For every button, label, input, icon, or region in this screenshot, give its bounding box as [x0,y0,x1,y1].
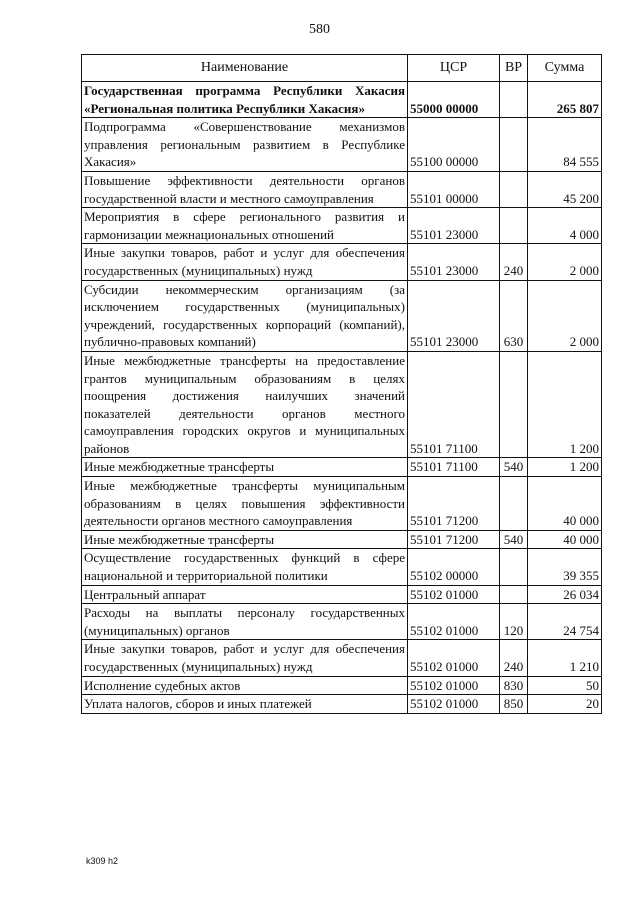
cell-vr [500,477,528,531]
cell-csr: 55102 01000 [408,676,500,695]
cell-name: Иные межбюджетные трансферты [82,530,408,549]
table-row [82,82,602,118]
table-row [82,549,602,585]
cell-sum: 2 000 [528,244,602,280]
cell-sum: 24 754 [528,604,602,640]
cell-csr: 55102 01000 [408,585,500,604]
cell-vr [500,171,528,207]
cell-sum: 20 [528,695,602,714]
table-row [82,118,602,172]
cell-sum: 26 034 [528,585,602,604]
cell-csr: 55101 71100 [408,458,500,477]
table-row [82,640,602,676]
cell-csr: 55101 71200 [408,477,500,531]
table-row [82,604,602,640]
table-row [82,351,602,458]
cell-name: Иные закупки товаров, работ и услуг для обеспечения государственных (муниципальных) нужд [82,244,408,280]
cell-csr: 55000 00000 [408,82,500,118]
budget-table [81,54,602,714]
cell-sum: 39 355 [528,549,602,585]
cell-vr: 630 [500,280,528,351]
cell-name: Повышение эффективности деятельности органов государственной власти и местного самоуправления [82,171,408,207]
cell-vr: 540 [500,458,528,477]
cell-vr [500,549,528,585]
cell-vr [500,118,528,172]
cell-name: Мероприятия в сфере регионального развития и гармонизации межнациональных отношений [82,208,408,244]
cell-name: Иные закупки товаров, работ и услуг для обеспечения государственных (муниципальных) нужд [82,640,408,676]
cell-sum: 84 555 [528,118,602,172]
cell-sum: 265 807 [528,82,602,118]
cell-sum: 40 000 [528,477,602,531]
cell-sum: 45 200 [528,171,602,207]
cell-vr: 240 [500,640,528,676]
cell-csr: 55102 01000 [408,695,500,714]
page-number: 580 [309,22,330,37]
cell-vr [500,208,528,244]
table-row [82,477,602,531]
cell-vr: 240 [500,244,528,280]
cell-name: Иные межбюджетные трансферты [82,458,408,477]
cell-sum: 4 000 [528,208,602,244]
cell-csr: 55101 23000 [408,280,500,351]
table-row [82,208,602,244]
cell-csr: 55101 23000 [408,208,500,244]
cell-name: Расходы на выплаты персоналу государственных (муниципальных) органов [82,604,408,640]
cell-csr: 55101 23000 [408,244,500,280]
table-row [82,585,602,604]
table-row [82,244,602,280]
cell-sum: 50 [528,676,602,695]
cell-vr: 830 [500,676,528,695]
cell-vr: 850 [500,695,528,714]
table-row [82,171,602,207]
header-sum: Сумма [528,55,602,82]
cell-csr: 55100 00000 [408,118,500,172]
cell-name: Субсидии некоммерческим организациям (за исключением государственных (муниципальных) учреждений, государственных корпораций (компаний), публично-правовых компаний) [82,280,408,351]
cell-name: Осуществление государственных функций в сфере национальной и территориальной политики [82,549,408,585]
cell-vr: 120 [500,604,528,640]
cell-name: Иные межбюджетные трансферты муниципальным образованиям в целях повышения эффективности деятельности органов местного самоуправления [82,477,408,531]
cell-vr [500,585,528,604]
table-row [82,280,602,351]
cell-csr: 55101 71100 [408,351,500,458]
table-row [82,676,602,695]
table-header-row [82,55,602,82]
cell-csr: 55102 00000 [408,549,500,585]
cell-csr: 55102 01000 [408,604,500,640]
cell-sum: 1 200 [528,351,602,458]
cell-csr: 55102 01000 [408,640,500,676]
table-row [82,530,602,549]
header-vr: ВР [500,55,528,82]
header-name: Наименование [82,55,408,82]
cell-vr [500,351,528,458]
cell-sum: 1 210 [528,640,602,676]
cell-sum: 2 000 [528,280,602,351]
cell-sum: 40 000 [528,530,602,549]
cell-name: Уплата налогов, сборов и иных платежей [82,695,408,714]
footer-code: k309 h2 [86,856,119,866]
cell-name: Исполнение судебных актов [82,676,408,695]
cell-name: Центральный аппарат [82,585,408,604]
cell-name: Иные межбюджетные трансферты на предоставление грантов муниципальным образованиям в целях поощрения достижения наилучших значений показателей деятельности органов местного самоуправления городских округов и муниципальных районов [82,351,408,458]
cell-sum: 1 200 [528,458,602,477]
cell-csr: 55101 71200 [408,530,500,549]
cell-name: Подпрограмма «Совершенствование механизмов управления региональным развитием в Республике Хакасия» [82,118,408,172]
cell-name: Государственная программа Республики Хакасия «Региональная политика Республики Хакасия» [82,82,408,118]
cell-vr: 540 [500,530,528,549]
cell-vr [500,82,528,118]
header-csr: ЦСР [408,55,500,82]
cell-csr: 55101 00000 [408,171,500,207]
table-row [82,695,602,714]
table-row [82,458,602,477]
